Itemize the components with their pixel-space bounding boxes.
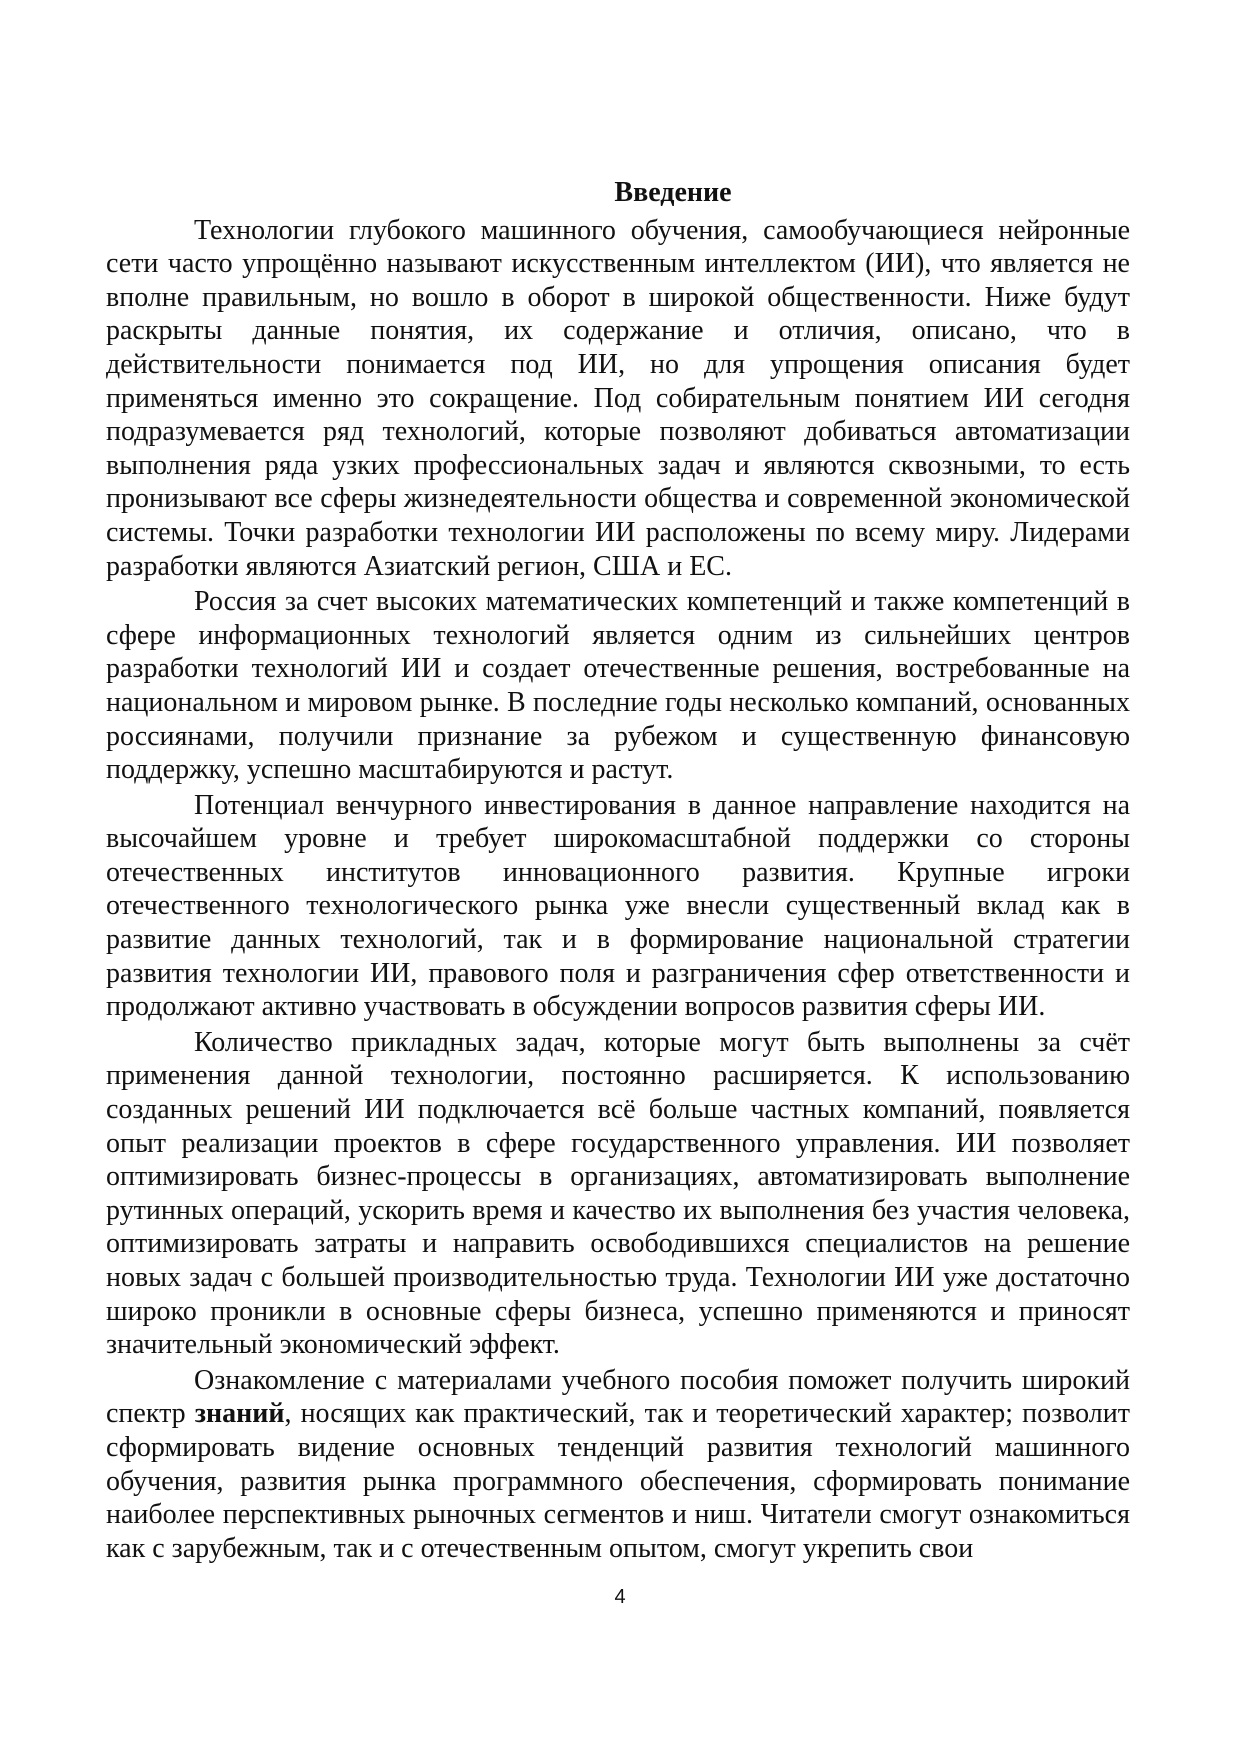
paragraph-intro: Технологии глубокого машинного обучения, самообучающиеся нейронные сети часто упрощённо называют искусственным интеллектом (ИИ), что является не вполне правильным, но вошло в оборот в широкой общественности. Ниже будут раскрыты данные понятия, их содержание и отличия, описано, что в действительности понимается под ИИ, но для упрощения описания будет применяться именно это сокращение. Под собирательным понятием ИИ сегодня подразумевается ряд технологий, которые позволяют добиваться автоматизации выполнения ряда узких профессиональных задач и являются сквозными, то есть пронизывают все сферы жизнедеятельности общества и современной экономической системы. Точки разработки технологии ИИ расположены по всему миру. Лидерами разработки являются Азиатский регион, США и ЕС.	[106, 214, 1130, 582]
paragraph-russia: Россия за счет высоких математических компетенций и также компетенций в сфере информационных технологий является одним из сильнейших центров разработки технологий ИИ и создает отечественные решения, востребованные на национальном и мировом рынке. В последние годы несколько компаний, основанных россиянами, получили признание за рубежом и существенную финансовую поддержку, успешно масштабируются и растут.	[106, 586, 1130, 786]
paragraph-applications: Количество прикладных задач, которые могут быть выполнены за счёт применения данной технологии, постоянно расширяется. К использованию созданных решений ИИ подключается всё больше частных компаний, появляется опыт реализации проектов в сфере государственного управления. ИИ позволяет оптимизировать бизнес-процессы в организациях, автоматизировать выполнение рутинных операций, ускорить время и качество их выполнения без участия человека, оптимизировать затраты и направить освободившихся специалистов на решение новых задач с большей производительностью труда. Технологии ИИ уже достаточно широко проникли в основные сферы бизнеса, успешно применяются и приносят значительный экономический эффект.	[106, 1026, 1130, 1361]
paragraph-textbook-end: , носящих как практический, так и теоретический характер; позволит сформировать видение основных тенденций развития технологий машинного обучения, развития рынка программного обеспечения, сформировать понимание наиболее перспективных рыночных сегментов и ниш. Читатели смогут ознакомиться как с зарубежным, так и с отечественным опытом, смогут укрепить свои	[106, 1398, 1130, 1564]
paragraph-venture: Потенциал венчурного инвестирования в данное направление находится на высочайшем уровне и требует широкомасштабной поддержки со стороны отечественных институтов инновационного развития. Крупные игроки отечественного технологического рынка уже внесли существенный вклад как в развитие данных технологий, так и в формирование национальной стратегии развития технологии ИИ, правового поля и разграничения сфер ответственности и продолжают активно участвовать в обсуждении вопросов развития сферы ИИ.	[106, 789, 1130, 1023]
page-body	[106, 176, 1130, 1567]
bold-term: знаний	[194, 1398, 285, 1430]
paragraph-textbook	[106, 1364, 1130, 1566]
paragraph-textbook-start: Ознакомление с материалами учебного пособия поможет получить широкий спектр	[106, 1364, 1130, 1430]
section-title: Введение	[614, 177, 732, 208]
page-number: 4	[614, 1586, 626, 1608]
